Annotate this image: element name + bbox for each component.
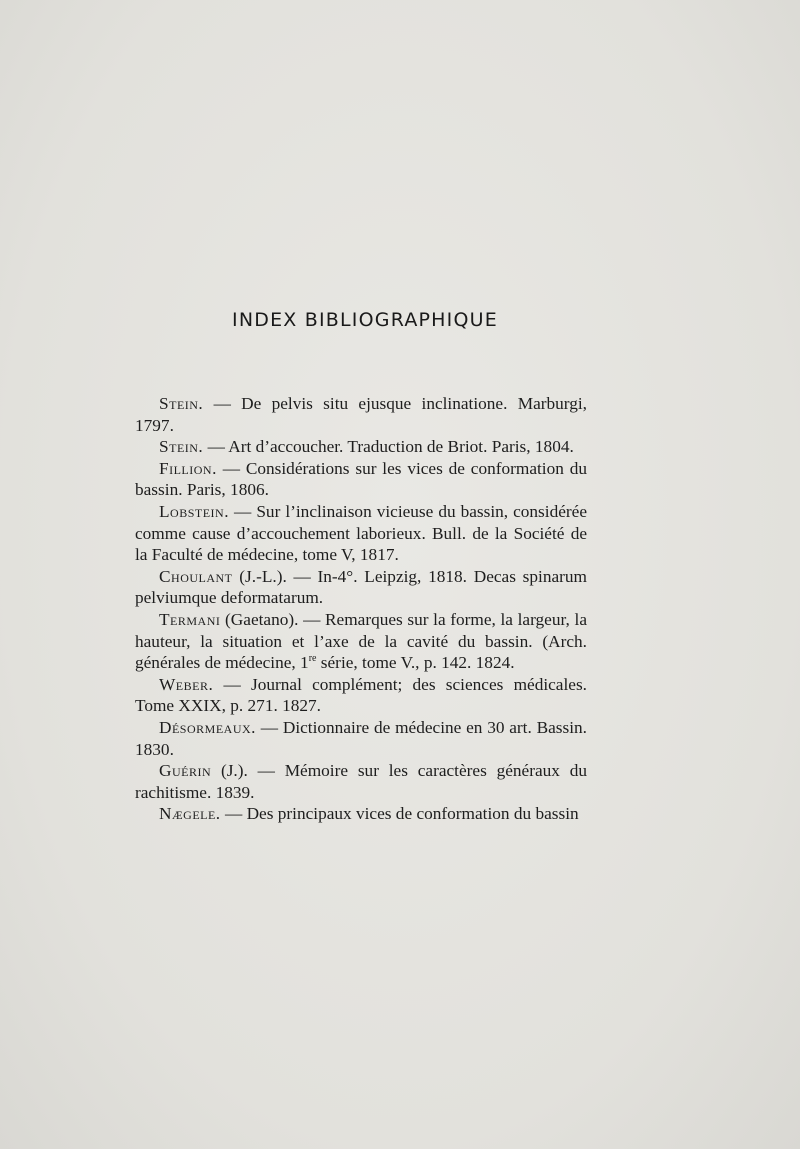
entry-author: Fillion. [159,458,217,478]
bibliography-entry [135,566,587,609]
entry-author: Stein. [159,437,204,457]
entry-author: Choulant [159,566,233,586]
entry-text: (J.-L.). — In-4°. Leipzig, 1818. Decas spinarum pelviumque deformatarum. [135,566,587,608]
entry-superscript: re [308,653,317,665]
entry-text-continued: série, tome V., p. 142. 1824. [316,653,515,673]
entry-text: — Des principaux vices de conformation du bassin [220,804,579,824]
entry-author: Termani [159,609,221,629]
entry-text: — Art d’accoucher. Traduction de Briot. Paris, 1804. [203,437,574,457]
bibliography-entry [135,760,587,803]
entry-text: — Considérations sur les vices de conformation du bassin. Paris, 1806. [135,458,587,500]
bibliography-entry [135,458,587,501]
bibliography-entry [135,436,587,458]
bibliography-entry [135,609,587,674]
bibliography-entry [135,803,587,825]
entry-text: — Sur l’inclinaison vicieuse du bassin, considérée comme cause d’accouchement laborieux. Bull. de la Société de la Faculté de médecine, tome V, 1817. [135,501,587,565]
entry-author: Lobstein. [159,501,230,521]
page-title: INDEX BIBLIOGRAPHIQUE [232,309,498,331]
bibliography-entry [135,393,587,436]
entry-text: — Dictionnaire de médecine en 30 art. Bassin. 1830. [135,717,587,759]
bibliography-entry [135,501,587,566]
entry-author: Guérin [159,761,212,781]
bibliography-entry [135,717,587,760]
entry-text: — De pelvis situ ejusque inclinatione. Marburgi, 1797. [135,394,587,435]
entry-text: — Journal complément; des sciences médicales. Tome XXIX, p. 271. 1827. [135,674,587,716]
bibliography-list [135,393,587,825]
entry-text: (Gaetano). — Remarques sur la forme, la largeur, la hauteur, la situation et l’axe de la cavité du bassin. (Arch. générales de médecine, 1 [135,609,587,673]
entry-author: Désormeaux. [159,717,256,737]
entry-author: Stein. [159,394,204,413]
entry-text: (J.). — Mémoire sur les caractères généraux du rachitisme. 1839. [135,761,587,802]
entry-author: Nægele. [159,804,221,824]
entry-author: Weber. [159,674,214,694]
bibliography-entry [135,674,587,717]
